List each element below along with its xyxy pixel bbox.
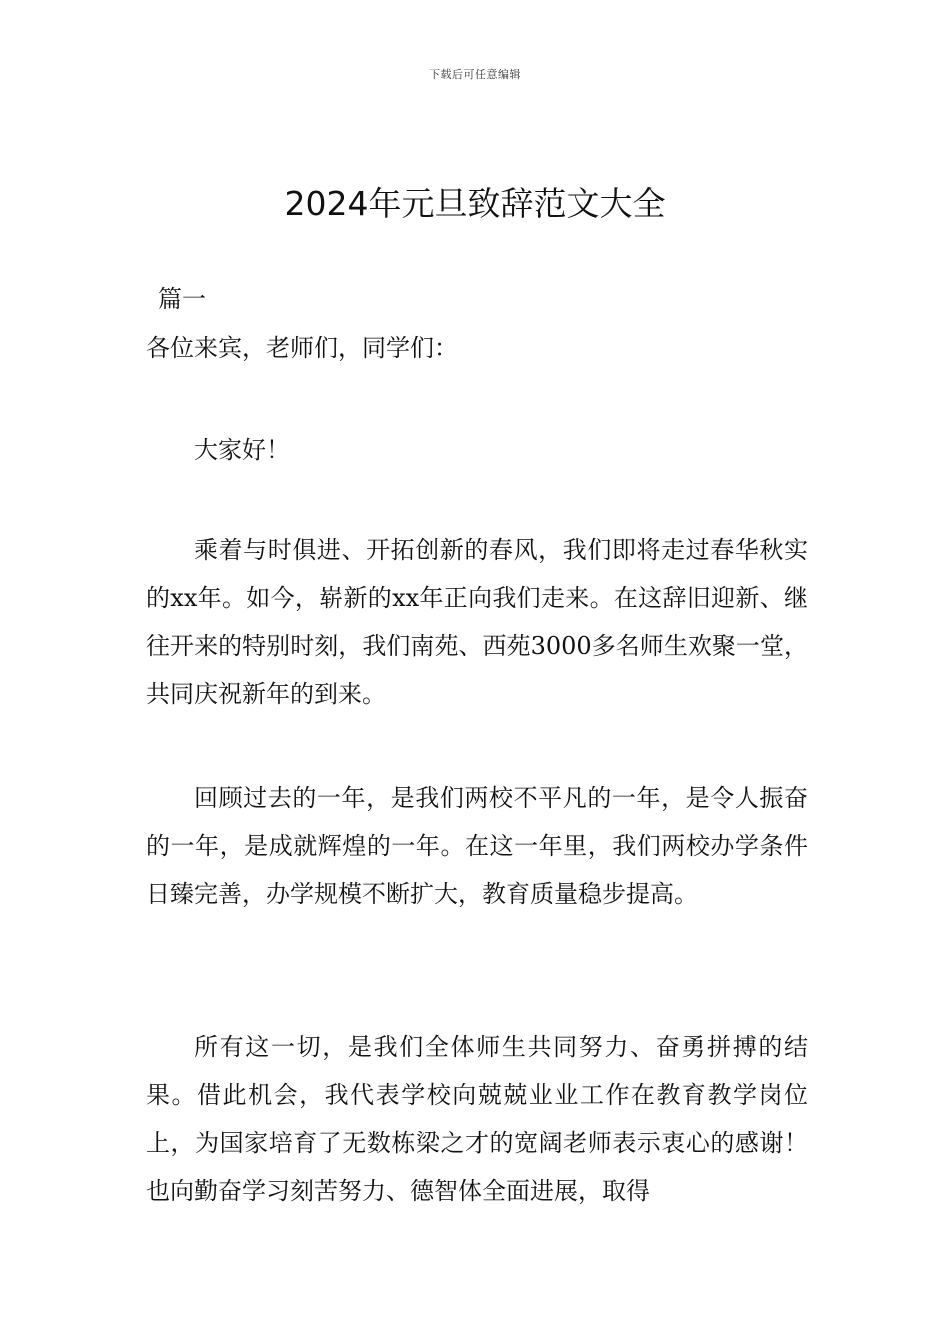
paragraph-2: 回顾过去的一年，是我们两校不平凡的一年，是令人振奋的一年，是成就辉煌的一年。在这一年里，我们两校办学条件日臻完善，办学规模不断扩大，教育质量稳步提高。 bbox=[146, 784, 808, 908]
paragraph-3: 所有这一切，是我们全体师生共同努力、奋勇拼搏的结果。借此机会，我代表学校向兢兢业业工作在教育教学岗位上，为国家培育了无数栋梁之才的宽阔老师表示衷心的感谢！也向勤奋学习刻苦努力、德智体全面进展，取得 bbox=[146, 1033, 808, 1205]
section-label: 篇一 bbox=[158, 285, 206, 313]
salutation: 各位来宾，老师们，同学们： bbox=[146, 334, 458, 362]
paragraph-1: 乘着与时俱进、开拓创新的春风，我们即将走过春华秋实的xx年。如今，崭新的xx年正向我们走来。在这辞旧迎新、继往开来的特别时刻，我们南苑、西苑3000多名师生欢聚一堂，共同庆祝新年的到来。 bbox=[146, 536, 808, 708]
paragraph-greeting: 大家好！ bbox=[194, 436, 290, 464]
document-title: 2024年元旦致辞范文大全 bbox=[284, 184, 666, 223]
header-note: 下载后可任意编辑 bbox=[429, 68, 521, 81]
